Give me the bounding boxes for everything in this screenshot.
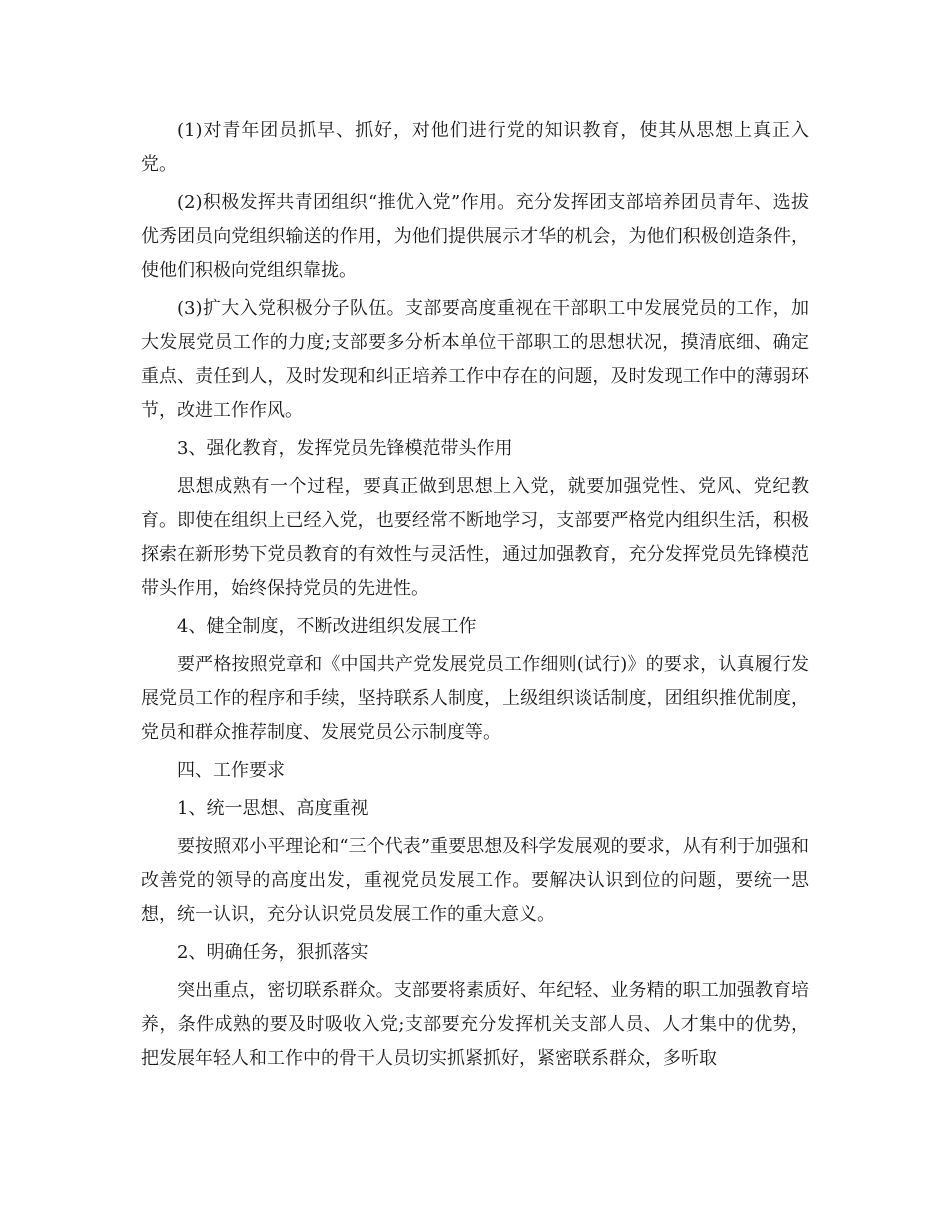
heading-work-requirements: 四、工作要求 xyxy=(177,760,285,781)
heading-clarify-tasks: 2、明确任务，狠抓落实 xyxy=(177,942,369,963)
paragraph-unify-thinking: 要按照邓小平理论和“三个代表”重要思想及科学发展观的要求，从有利于加强和改善党的领导的高度出发，重视党员发展工作。要解决认识到位的问题，要统一思想，统一认识，充分认识党员发展工作的重大意义。 xyxy=(141,836,809,925)
paragraph-clarify-tasks: 突出重点，密切联系群众。支部要将素质好、年纪轻、业务精的职工加强教育培养，条件成熟的要及时吸收入党;支部要充分发挥机关支部人员、人才集中的优势，把发展年轻人和工作中的骨干人员切实抓紧抓好，紧密联系群众，多听取 xyxy=(141,980,809,1069)
paragraph-education: 思想成熟有一个过程，要真正做到思想上入党，就要加强党性、党风、党纪教育。即使在组织上已经入党，也要经常不断地学习，支部要严格党内组织生活，积极探索在新形势下党员教育的有效性与灵活性，通过加强教育，充分发挥党员先锋模范带头作用，始终保持党员的先进性。 xyxy=(141,476,809,599)
document-body xyxy=(141,114,809,1080)
paragraph-league-recommend: (2)积极发挥共青团组织“推优入党”作用。充分发挥团支部培养团员青年、选拔优秀团员向党组织输送的作用，为他们提供展示才华的机会，为他们积极创造条件，使他们积极向党组织靠拢。 xyxy=(141,192,809,281)
heading-unify-thinking: 1、统一思想、高度重视 xyxy=(177,798,369,819)
paragraph-system: 要严格按照党章和《中国共产党发展党员工作细则(试行)》的要求，认真履行发展党员工作的程序和手续，坚持联系人制度，上级组织谈话制度，团组织推优制度，党员和群众推荐制度、发展党员公示制度等。 xyxy=(141,654,809,743)
heading-improve-system: 4、健全制度，不断改进组织发展工作 xyxy=(177,616,477,637)
heading-strengthen-education: 3、强化教育，发挥党员先锋模范带头作用 xyxy=(177,438,513,459)
paragraph-youth-members: (1)对青年团员抓早、抓好，对他们进行党的知识教育，使其从思想上真正入党。 xyxy=(141,120,809,175)
paragraph-expand-activists: (3)扩大入党积极分子队伍。支部要高度重视在干部职工中发展党员的工作，加大发展党员工作的力度;支部要多分析本单位干部职工的思想状况，摸清底细、确定重点、责任到人，及时发现和纠正培养工作中存在的问题，及时发现工作中的薄弱环节，改进工作作风。 xyxy=(141,298,809,421)
